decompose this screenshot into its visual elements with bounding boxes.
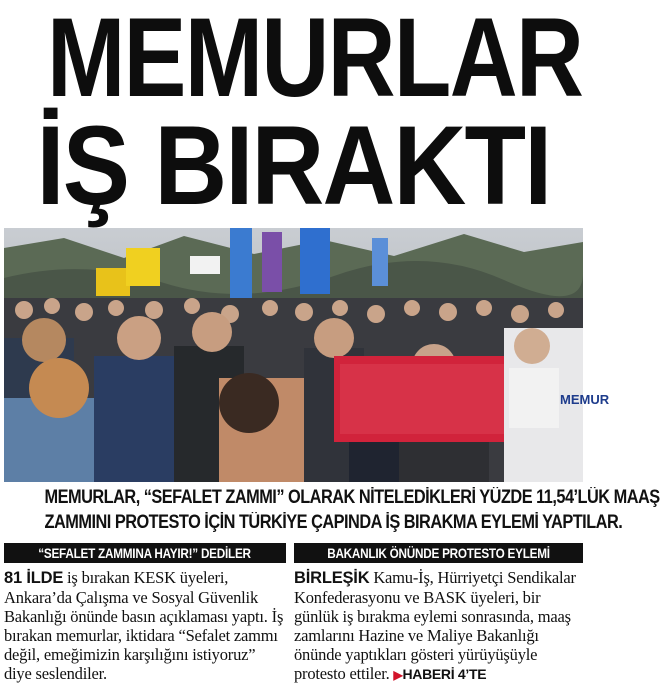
left-column-body [4, 568, 286, 683]
left-column [4, 543, 286, 683]
photo-caption-line-2: ZAMMINI PROTESTO İÇİN TÜRKİYE ÇAPINDA İŞ BIRAKMA EYLEMİ YAPTILAR. [44, 512, 623, 533]
headline-line-1: MEMURLAR [46, 0, 583, 120]
photo-caption-line-1: MEMURLAR, “SEFALET ZAMMI” OLARAK NİTELEDİKLERİ YÜZDE 11,54’LÜK MAAŞ [44, 487, 660, 508]
right-column-body [294, 568, 583, 685]
left-column-heading-text: “SEFALET ZAMMINA HAYIR!” DEDİLER [38, 545, 252, 561]
right-column-heading [294, 543, 583, 563]
headline-line-2: İŞ BIRAKTI [36, 103, 551, 228]
left-column-text: iş bırakan KESK üyeleri, Ankara’da Çalışma ve Sosyal Güvenlik Bakanlığı önünde basın açıklaması yaptı. İş bırakan memurlar, iktidara “Sefalet zammı değil, emeğimizin karşılığını istiyoruz” diye seslendiler. [4, 568, 284, 683]
right-column-heading-text: BAKANLIK ÖNÜNDE PROTESTO EYLEMİ [327, 545, 550, 561]
left-column-lead: 81 İLDE [4, 569, 64, 587]
banner-text: MEMUR [560, 392, 610, 407]
protest-photo [4, 228, 610, 482]
page-reference-text: HABERİ 4’TE [402, 666, 487, 682]
page-reference [394, 666, 487, 682]
right-column-text: Kamu-İş, Hürriyetçi Sendikalar Konfederasyonu ve BASK üyeleri, bir günlük iş bırakma eylemi sonrasında, maaş zamlarını Hazine ve Maliye Bakanlığı önünde yaptıkları gösteri yürüyüşüyle protesto ettiler. [294, 568, 576, 683]
triangle-right-icon: ▶ [393, 668, 403, 682]
right-column [294, 543, 583, 685]
left-column-heading [4, 543, 286, 563]
right-column-lead: BİRLEŞİK [294, 569, 370, 587]
